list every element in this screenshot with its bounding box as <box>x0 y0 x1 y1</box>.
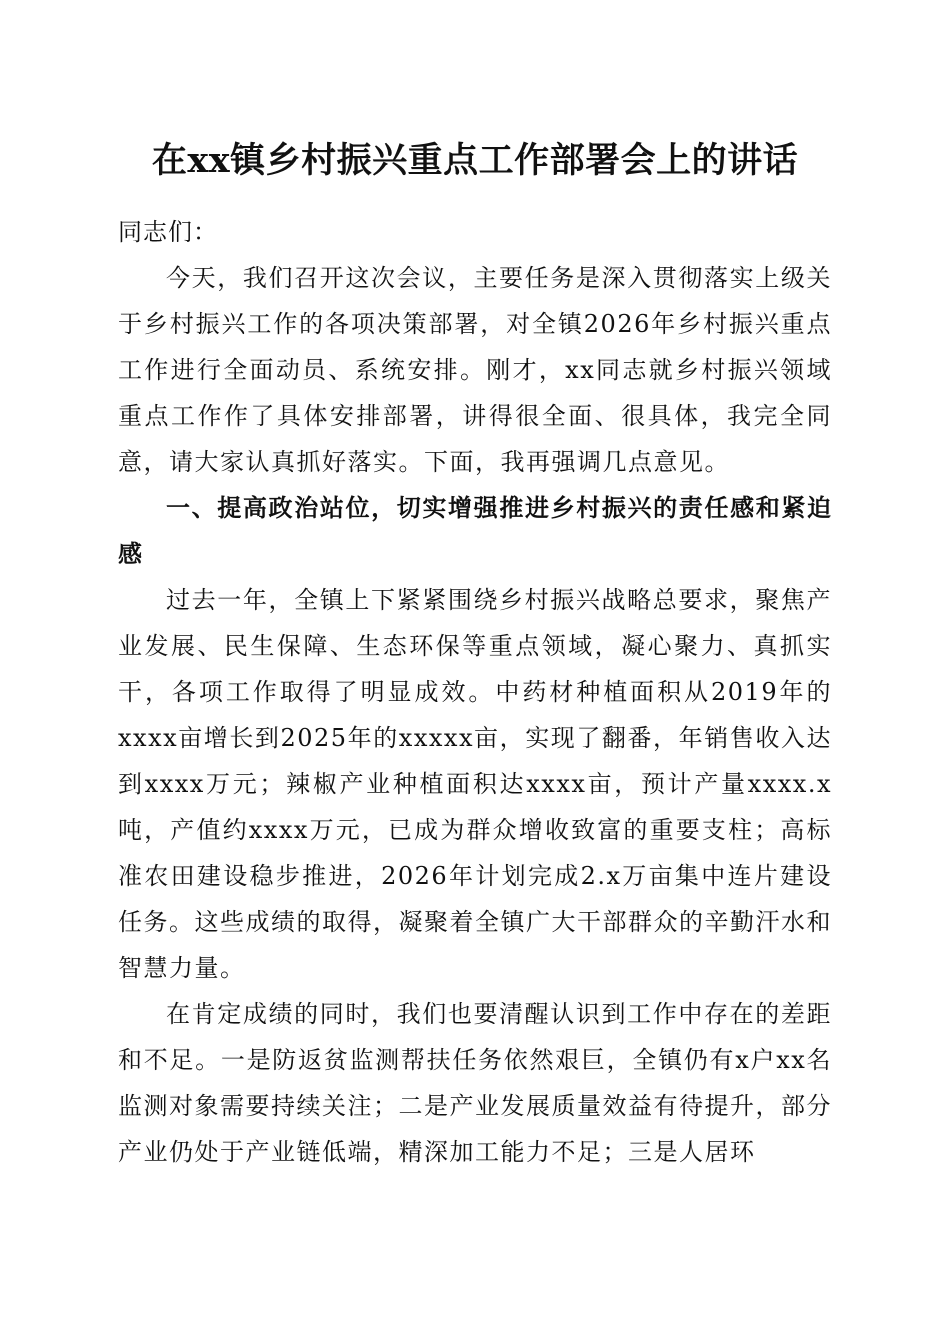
document-body <box>118 136 832 1175</box>
paragraph-shortcomings: 在肯定成绩的同时，我们也要清醒认识到工作中存在的差距和不足。一是防返贫监测帮扶任务依然艰巨，全镇仍有x户xx名监测对象需要持续关注；二是产业发展质量效益有待提升，部分产业仍处于产业链低端，精深加工能力不足；三是人居环 <box>118 1000 832 1166</box>
document-title: 在xx镇乡村振兴重点工作部署会上的讲话 <box>151 140 799 181</box>
salutation: 同志们： <box>118 218 218 246</box>
section-heading-1: 一、提高政治站位，切实增强推进乡村振兴的责任感和紧迫感 <box>118 494 832 568</box>
paragraph-achievements: 过去一年，全镇上下紧紧围绕乡村振兴战略总要求，聚焦产业发展、民生保障、生态环保等重点领域，凝心聚力、真抓实干，各项工作取得了明显成效。中药材种植面积从2019年的xxxx亩增长到2025年的xxxxx亩，实现了翻番，年销售收入达到xxxx万元；辣椒产业种植面积达xxxx亩，预计产量xxxx.x吨，产值约xxxx万元，已成为群众增收致富的重要支柱；高标准农田建设稳步推进，2026年计划完成2.x万亩集中连片建设任务。这些成绩的取得，凝聚着全镇广大干部群众的辛勤汗水和智慧力量。 <box>118 586 832 982</box>
paragraph-opening: 今天，我们召开这次会议，主要任务是深入贯彻落实上级关于乡村振兴工作的各项决策部署，对全镇2026年乡村振兴重点工作进行全面动员、系统安排。刚才，xx同志就乡村振兴领域重点工作作了具体安排部署，讲得很全面、很具体，我完全同意，请大家认真抓好落实。下面，我再强调几点意见。 <box>118 264 832 476</box>
